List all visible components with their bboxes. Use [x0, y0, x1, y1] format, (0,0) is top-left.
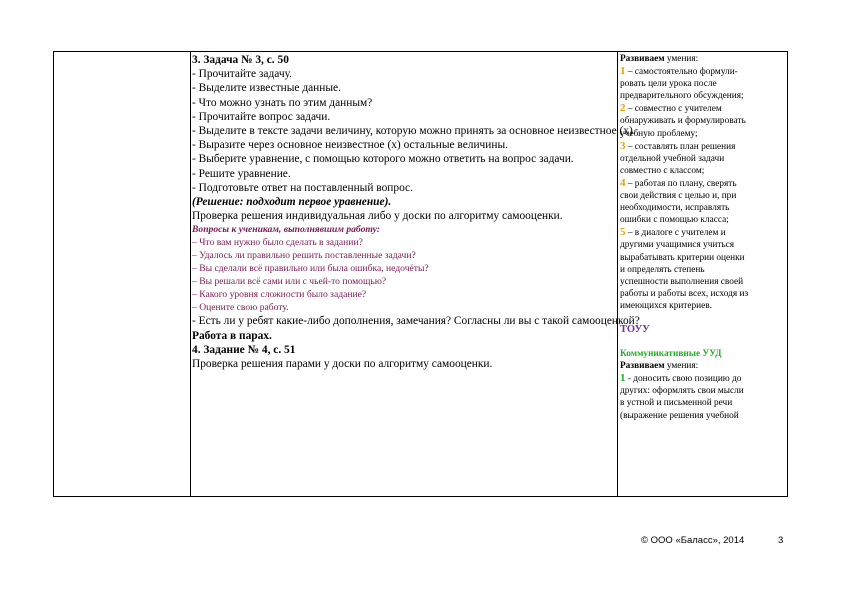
develop-skills-heading: Развиваем умения:	[620, 54, 699, 64]
questions-list	[192, 236, 668, 314]
skill-text: других: оформлять свои мысли	[620, 386, 744, 397]
question-item: – Что вам нужно было сделать в задании?	[192, 237, 363, 249]
skill-text: в устной и письменной речи	[620, 398, 733, 409]
skill-number: 2	[620, 102, 626, 115]
column-divider-left	[190, 52, 191, 496]
task3-steps	[192, 67, 668, 195]
skill-text: – работая по плану, сверять	[625, 178, 737, 189]
skill-line	[620, 288, 787, 300]
skill-line	[620, 214, 787, 226]
skill-line	[620, 102, 787, 115]
task3-step: - Прочитайте вопрос задачи.	[192, 110, 331, 123]
skill-text: - доносить свою позицию до	[625, 374, 742, 385]
task4-check-text: Проверка решения парами у доски по алгоритму самооценки.	[192, 358, 493, 371]
skill-number: 1	[620, 65, 626, 78]
task3-step: - Прочитайте задачу.	[192, 68, 293, 81]
page-number: 3	[778, 535, 784, 546]
skill-line	[620, 115, 787, 127]
skill-text: совместно с классом;	[620, 165, 705, 176]
task4-title: 4. Задание № 4, с. 51	[192, 343, 296, 356]
skill-text: – в диалоге с учителем и	[625, 228, 726, 239]
skill-number: 1	[620, 372, 626, 385]
task3-title: 3. Задача № 3, с. 50	[192, 54, 289, 66]
skill-text: и определять степень	[620, 264, 705, 275]
lesson-steps-column	[192, 53, 668, 371]
skill-line	[620, 276, 787, 288]
skill-text: учебную проблему;	[620, 128, 698, 139]
skill-text: ровать цели урока после	[620, 79, 717, 90]
pair-work-text: Работа в парах.	[192, 329, 272, 342]
skill-text: (выражение решения учебной	[620, 410, 739, 421]
skill-line	[620, 140, 787, 153]
task3-step: - Выберите уравнение, с помощью которого можно ответить на вопрос задачи.	[192, 153, 574, 166]
skill-line	[620, 190, 787, 202]
skill-line	[620, 239, 787, 251]
skill-line	[620, 226, 787, 239]
task3-step: - Выделите в тексте задачи величину, которую можно принять за основное неизвестное (х).	[192, 125, 636, 138]
skill-text: работы и работы всех, исходя из	[620, 288, 749, 299]
skill-line	[620, 128, 787, 140]
question-item: – Вы решали всё сами или с чьей-то помощью?	[192, 276, 387, 288]
communicative-skills-list	[620, 372, 787, 421]
skills-column	[620, 53, 787, 422]
skill-text: – совместно с учителем	[625, 104, 722, 115]
skills-list	[620, 65, 787, 312]
task3-step: - Выделите известные данные.	[192, 82, 341, 95]
task3-step: - Решите уравнение.	[192, 167, 291, 180]
skill-number: 3	[620, 139, 626, 152]
skill-line	[620, 165, 787, 177]
skill-line	[620, 397, 787, 409]
skill-text: имеющихся критериев.	[620, 300, 712, 311]
skill-line	[620, 177, 787, 190]
skill-text: отдельной учебной задачи	[620, 153, 725, 164]
skill-text: предварительного обсуждения;	[620, 91, 744, 102]
skill-text: – составлять план решения	[625, 141, 736, 152]
question-item: – Оцените свою работу.	[192, 302, 289, 314]
questions-heading: Вопросы к ученикам, выполнявшим работу:	[192, 224, 380, 236]
skill-number: 4	[620, 176, 626, 189]
skill-line	[620, 264, 787, 276]
task3-step: - Выразите через основное неизвестное (х) остальные величины.	[192, 139, 508, 152]
skill-text: ошибки с помощью класса;	[620, 215, 729, 226]
communicative-heading: Коммуникативные УУД	[620, 349, 722, 360]
skill-line	[620, 410, 787, 422]
question-item: – Какого уровня сложности было задание?	[192, 289, 367, 301]
skill-line	[620, 153, 787, 165]
skill-line	[620, 252, 787, 264]
lesson-table	[53, 51, 788, 497]
skill-text: обнаруживать и формулировать	[620, 116, 746, 127]
question-item: – Удалось ли правильно решить поставленные задачи?	[192, 250, 416, 262]
skill-line	[620, 300, 787, 312]
skill-text: успешности выполнения своей	[620, 276, 744, 287]
copyright-footer: © ООО «Баласс», 2014	[641, 535, 745, 546]
skill-line	[620, 372, 787, 385]
skill-line	[620, 385, 787, 397]
skill-line	[620, 202, 787, 214]
skill-text: вырабатывать критерии оценки	[620, 252, 745, 263]
check-text: Проверка решения индивидуальная либо у доски по алгоритму самооценки.	[192, 210, 563, 223]
additions-text: - Есть ли у ребят какие-либо дополнения, замечания? Согласны ли вы с такой самооценкой?	[192, 315, 640, 328]
question-item: – Вы сделали всё правильно или была ошибка, недочёты?	[192, 263, 429, 275]
skill-line	[620, 65, 787, 78]
touu-label: ТОУУ	[620, 323, 650, 335]
skill-line	[620, 90, 787, 102]
skill-number: 5	[620, 226, 626, 239]
skill-text: необходимости, исправлять	[620, 203, 730, 214]
develop-skills-heading-2: Развиваем умения:	[620, 361, 699, 372]
skill-line	[620, 78, 787, 90]
task3-step: - Что можно узнать по этим данным?	[192, 96, 373, 109]
skill-text: другими учащимися учиться	[620, 240, 735, 251]
solution-note: (Решение: подходит первое уравнение).	[192, 196, 392, 209]
skill-text: – самостоятельно формули-	[625, 67, 738, 78]
task3-step: - Подготовьте ответ на поставленный вопрос.	[192, 181, 413, 194]
skill-text: свои действия с целью и, при	[620, 191, 737, 202]
